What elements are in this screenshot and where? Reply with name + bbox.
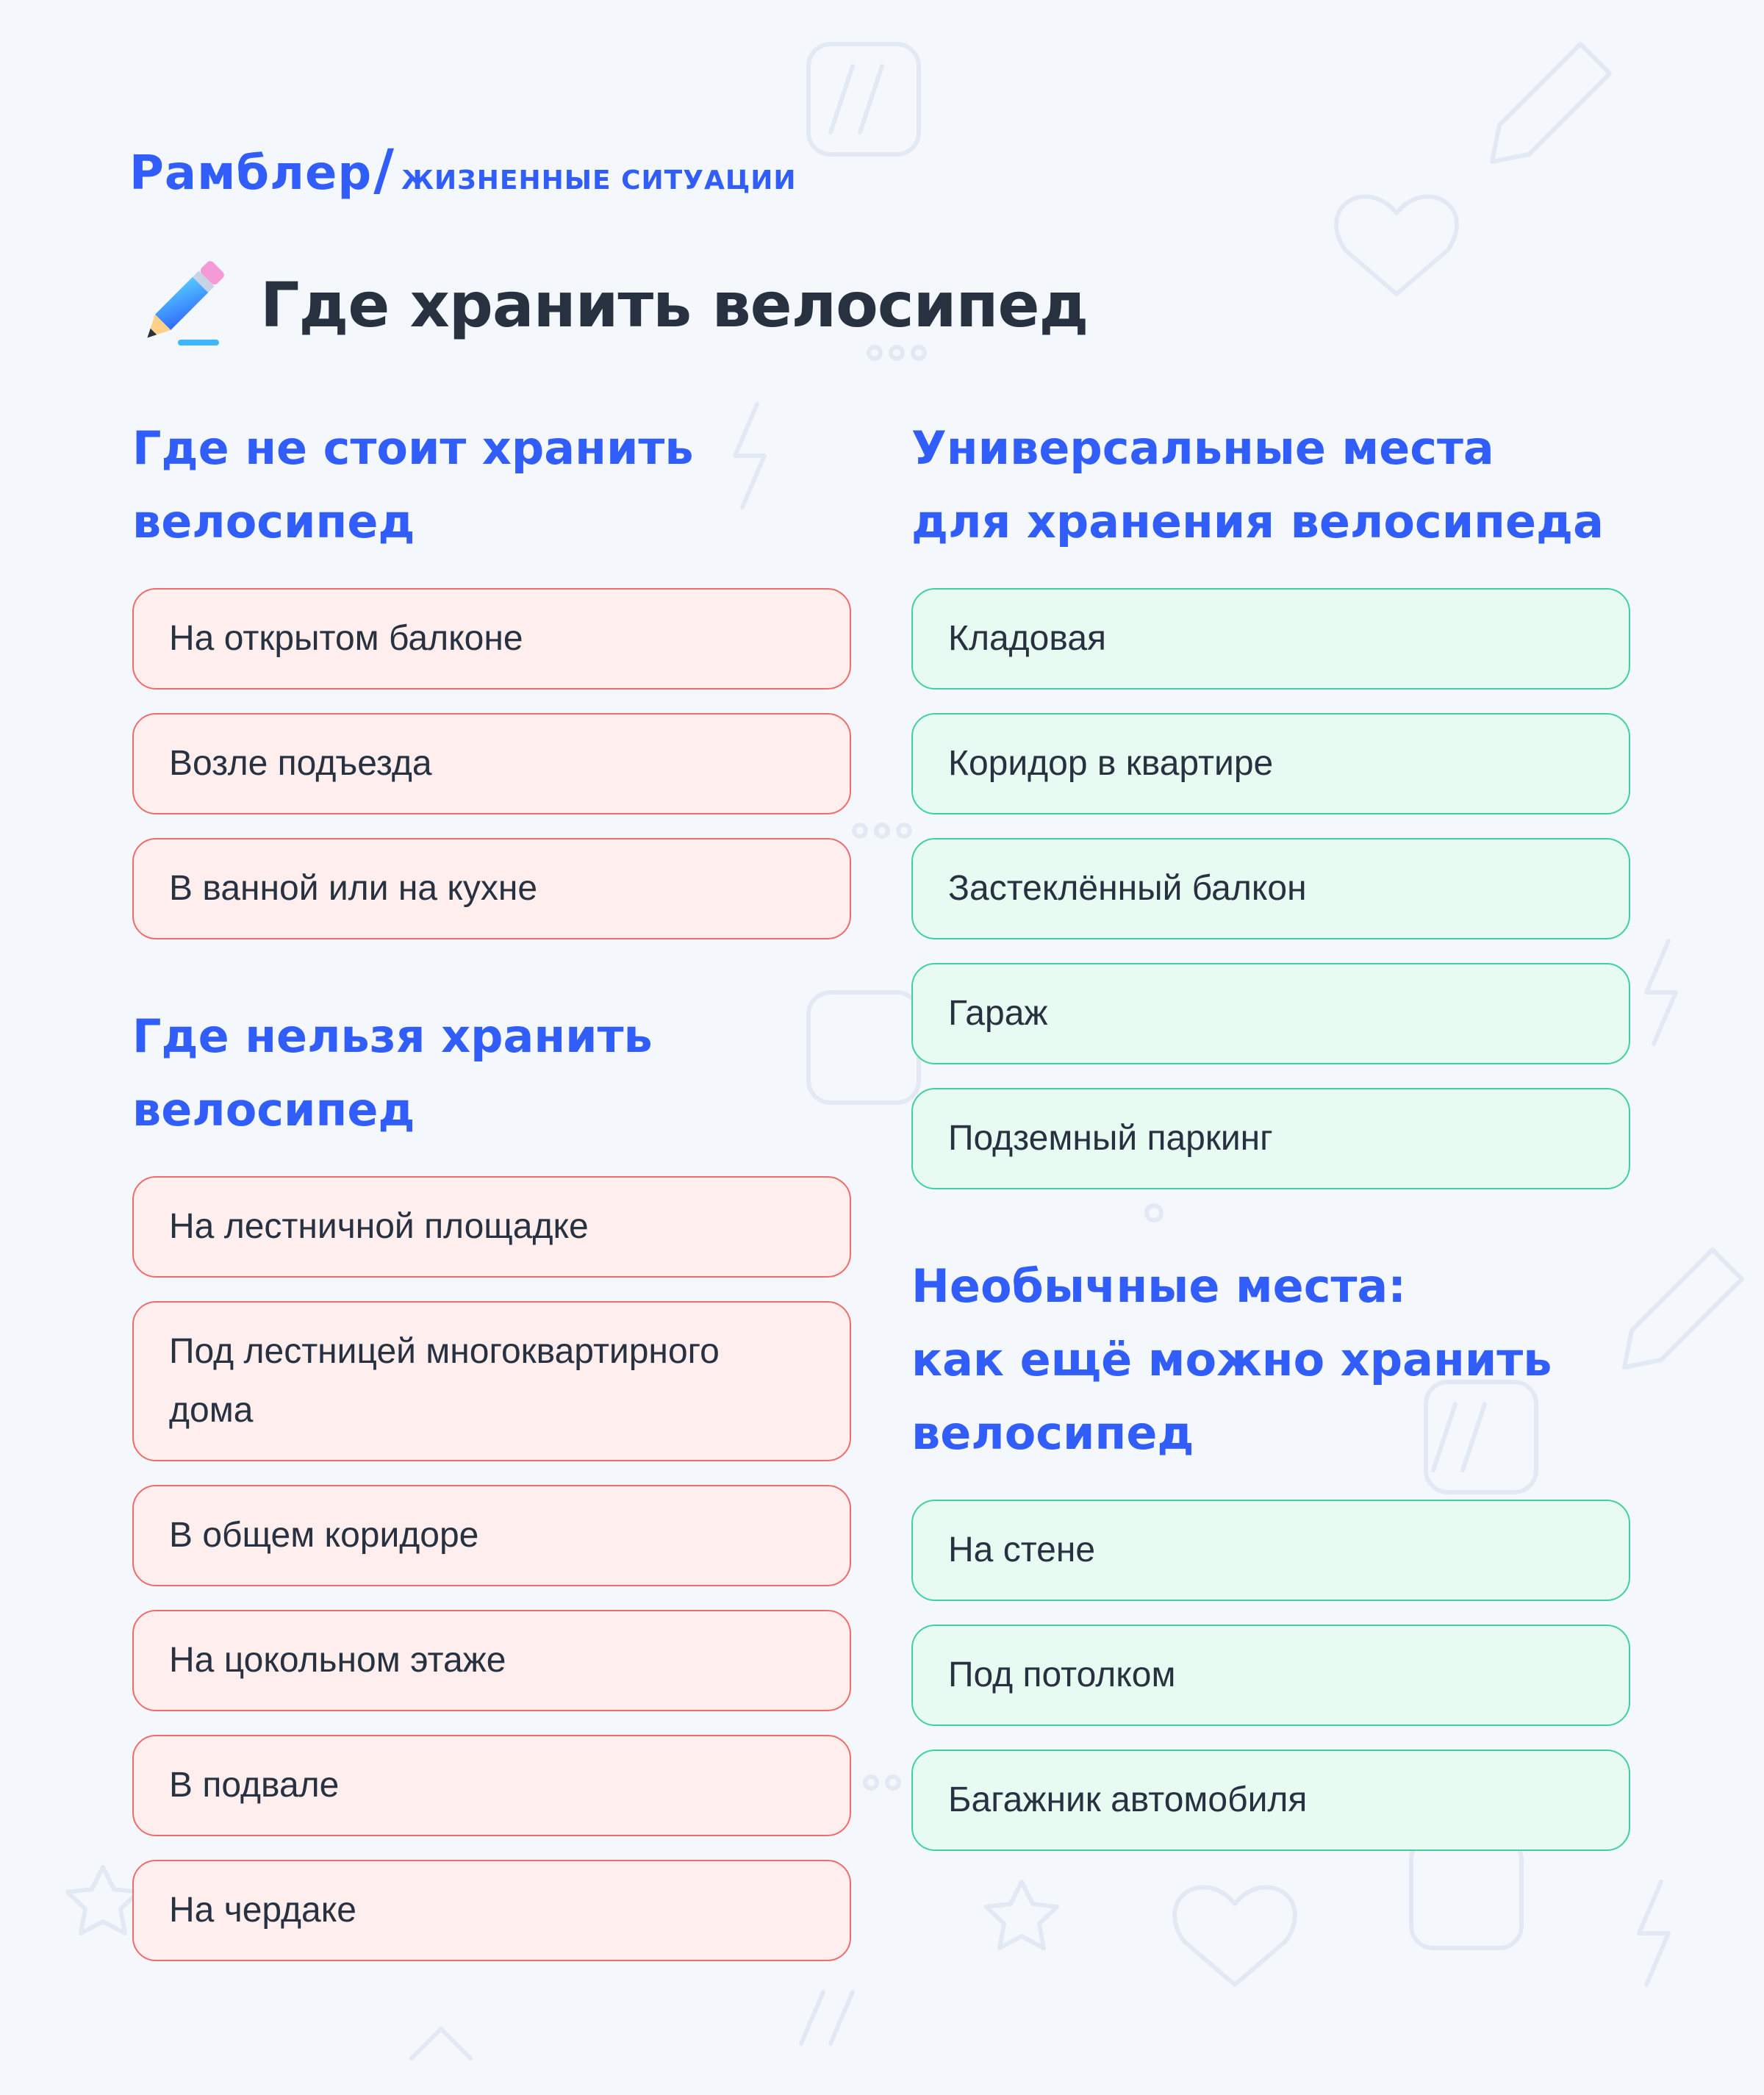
list-item-universal xyxy=(911,1088,1630,1189)
list-item-forbidden xyxy=(132,1176,851,1278)
list-item-universal xyxy=(911,963,1630,1064)
list-item-universal xyxy=(911,588,1630,690)
item-label: На чердаке xyxy=(169,1891,356,1930)
item-label: В подвале xyxy=(169,1766,340,1805)
item-label: На цокольном этаже xyxy=(169,1641,506,1680)
heading-forbidden xyxy=(132,1000,867,1147)
heading-line: как ещё можно хранить xyxy=(911,1333,1552,1386)
list-item-forbidden xyxy=(132,1860,851,1961)
list-item-not-recommended xyxy=(132,713,851,814)
brand-subtitle: ЖИЗНЕННЫЕ СИТУАЦИИ xyxy=(401,165,797,196)
heading-line: велосипед xyxy=(911,1406,1194,1460)
page-title-block xyxy=(132,257,1088,353)
heading-line: велосипед xyxy=(132,1083,415,1136)
brand-logo: Рамблер xyxy=(129,146,373,201)
item-label: В ванной или на кухне xyxy=(169,869,538,908)
item-label: Коридор в квартире xyxy=(948,744,1274,783)
item-label: Под потолком xyxy=(948,1655,1176,1694)
item-label: На открытом балконе xyxy=(169,619,523,658)
item-label: Подземный паркинг xyxy=(948,1119,1273,1158)
heading-line: велосипед xyxy=(132,495,415,548)
heading-line: Где нельзя хранить xyxy=(132,1009,653,1063)
list-item-forbidden xyxy=(132,1610,851,1711)
item-label: Багажник автомобиля xyxy=(948,1780,1308,1819)
list-item-forbidden xyxy=(132,1485,851,1586)
heading-line: Универсальные места xyxy=(911,421,1494,475)
list-item-universal xyxy=(911,838,1630,939)
list-item-not-recommended xyxy=(132,838,851,939)
list-item-not-recommended xyxy=(132,588,851,690)
heading-not-recommended xyxy=(132,412,867,559)
item-label: Возле подъезда xyxy=(169,744,432,783)
heading-line: Где не стоит хранить xyxy=(132,421,694,475)
item-label-line: дома xyxy=(169,1391,254,1430)
heading-line: для хранения велосипеда xyxy=(911,495,1604,548)
heading-line: Необычные места: xyxy=(911,1259,1407,1313)
list-item-unusual xyxy=(911,1500,1630,1601)
brand-slash: / xyxy=(373,137,394,202)
heading-unusual xyxy=(911,1250,1646,1470)
item-label-multiline xyxy=(169,1322,720,1440)
list-item-forbidden xyxy=(132,1301,851,1461)
item-label: На стене xyxy=(948,1530,1096,1569)
brand-logo-block[interactable] xyxy=(129,137,797,202)
item-label-line: Под лестницей многоквартирного xyxy=(169,1332,720,1371)
item-label: В общем коридоре xyxy=(169,1516,479,1555)
list-item-unusual xyxy=(911,1750,1630,1851)
item-label: На лестничной площадке xyxy=(169,1207,589,1246)
list-item-universal xyxy=(911,713,1630,814)
item-label: Кладовая xyxy=(948,619,1107,658)
item-label: Гараж xyxy=(948,994,1048,1033)
heading-universal xyxy=(911,412,1646,559)
pencil-icon xyxy=(132,257,228,353)
item-label: Застеклённый балкон xyxy=(948,869,1307,908)
list-item-forbidden xyxy=(132,1735,851,1836)
page-title: Где хранить велосипед xyxy=(260,269,1089,341)
list-item-unusual xyxy=(911,1625,1630,1726)
